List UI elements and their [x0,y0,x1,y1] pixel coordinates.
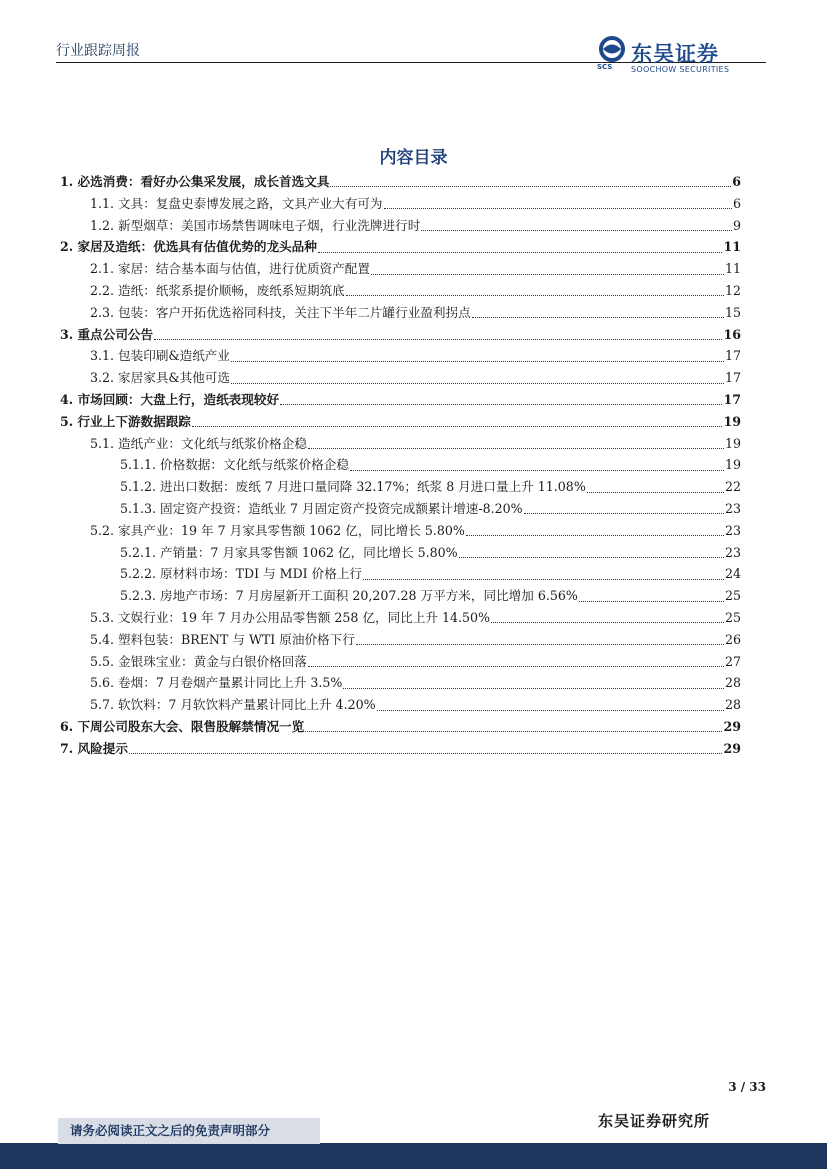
toc-leader [318,252,723,253]
toc-leader [305,731,722,732]
toc-entry-page: 27 [724,653,741,669]
toc-entry-page: 16 [723,326,741,342]
toc-leader [192,426,723,427]
toc-entry-page: 22 [724,479,741,495]
toc-entry[interactable] [60,367,741,389]
toc-entry-page: 29 [723,740,741,756]
toc-entry-text: 5.7. 软饮料：7 月软饮料产量累计同比上升 4.20% [90,697,376,713]
toc-entry[interactable] [60,433,741,455]
toc-entry-text: 5.2.2. 原材料市场：TDI 与 MDI 价格上行 [120,566,363,582]
toc-entry-text: 5.2.1. 产销量：7 月家具零售额 1062 亿，同比增长 5.80% [120,544,458,560]
toc-entry[interactable] [60,672,741,694]
toc-leader [472,317,724,318]
report-type-label: 行业跟踪周报 [56,43,140,59]
toc-entry-page: 17 [724,370,741,386]
toc-entry-page: 19 [724,457,741,473]
table-of-contents [60,171,741,760]
toc-entry-text: 1.1. 文具：复盘史泰博发展之路，文具产业大有可为 [90,195,383,211]
toc-leader [346,295,724,296]
toc-leader [356,644,724,645]
toc-entry-text: 3.1. 包装印刷&造纸产业 [90,348,230,364]
toc-entry[interactable] [60,542,741,564]
toc-entry[interactable] [60,454,741,476]
toc-leader [579,601,724,602]
toc-entry-page: 26 [724,631,741,647]
toc-entry-text: 5.6. 卷烟：7 月卷烟产量累计同比上升 3.5% [90,675,343,691]
toc-entry-text: 5.5. 金银珠宝业：黄金与白银价格回落 [90,653,307,669]
toc-leader [371,274,724,275]
toc-entry[interactable] [60,215,741,237]
toc-entry-text: 5.1.1. 价格数据：文化纸与纸浆价格企稳 [120,457,349,473]
toc-entry[interactable] [60,236,741,258]
toc-entry-page: 9 [732,217,741,233]
toc-entry[interactable] [60,629,741,651]
toc-entry[interactable] [60,520,741,542]
toc-entry-text: 4. 市场回顾：大盘上行，造纸表现较好 [60,391,280,407]
toc-entry-text: 2. 家居及造纸：优选具有估值优势的龙头品种 [60,239,317,255]
toc-entry-page: 25 [724,588,741,604]
toc-entry-page: 12 [724,282,741,298]
toc-entry[interactable] [60,694,741,716]
toc-leader [587,492,724,493]
toc-entry-page: 17 [723,391,741,407]
toc-entry[interactable] [60,345,741,367]
toc-leader [363,579,724,580]
toc-entry[interactable] [60,716,741,738]
toc-leader [231,361,724,362]
toc-entry-text: 5.3. 文娱行业：19 年 7 月办公用品零售额 258 亿，同比上升 14.50% [90,609,491,625]
disclaimer-notice: 请务必阅读正文之后的免责声明部分 [58,1118,320,1144]
toc-entry-text: 2.2. 造纸：纸浆系提价顺畅，废纸系短期筑底 [90,282,345,298]
toc-entry-text: 5.2.3. 房地产市场：7 月房屋新开工面积 20,207.28 万平方米，同比增加 6.56% [120,588,578,604]
toc-entry[interactable] [60,302,741,324]
toc-leader [466,535,724,536]
toc-entry-text: 2.1. 家居：结合基本面与估值，进行优质资产配置 [90,261,370,277]
toc-entry-text: 3.2. 家居家具&其他可选 [90,370,230,386]
company-logo [597,36,767,76]
toc-entry-text: 5.2. 家具产业：19 年 7 月家具零售额 1062 亿，同比增长 5.80% [90,522,465,538]
toc-entry-page: 28 [724,697,741,713]
toc-entry[interactable] [60,324,741,346]
toc-entry[interactable] [60,258,741,280]
toc-entry[interactable] [60,607,741,629]
toc-leader [308,448,724,449]
toc-entry-text: 5.1. 造纸产业：文化纸与纸浆价格企稳 [90,435,307,451]
toc-entry-page: 23 [724,500,741,516]
toc-entry-page: 6 [732,195,741,211]
toc-entry-page: 6 [732,174,741,189]
toc-entry-page: 29 [723,718,741,734]
toc-entry-page: 11 [723,239,741,255]
toc-entry-page: 19 [723,413,741,429]
toc-entry-page: 19 [724,435,741,451]
toc-leader [231,383,724,384]
toc-leader [350,470,724,471]
toc-entry-page: 11 [724,261,741,277]
logo-name-cn: 东吴证券 [631,42,719,66]
toc-leader [377,710,724,711]
toc-leader [343,688,724,689]
toc-entry[interactable] [60,171,741,193]
toc-leader [154,339,722,340]
toc-leader [280,404,722,405]
toc-entry[interactable] [60,651,741,673]
toc-entry-page: 23 [724,522,741,538]
toc-entry-text: 5.1.2. 进出口数据：废纸 7 月进口量同降 32.17%；纸浆 8 月进口量上升 11.08% [120,479,586,495]
logo-mark-icon [597,36,627,66]
toc-entry-text: 7. 风险提示 [60,740,128,756]
toc-leader [330,186,731,187]
logo-name-en: SOOCHOW SECURITIES [631,65,730,74]
toc-leader [524,513,724,514]
toc-entry-text: 3. 重点公司公告 [60,326,154,342]
toc-entry-text: 6. 下周公司股东大会、限售股解禁情况一览 [60,718,305,734]
toc-entry-text: 5.1.3. 固定资产投资：造纸业 7 月固定资产投资完成额累计增速-8.20% [120,500,523,516]
toc-leader [384,208,732,209]
toc-entry[interactable] [60,585,741,607]
toc-entry-page: 25 [724,609,741,625]
toc-entry-page: 17 [724,348,741,364]
footer-bar [0,1143,827,1169]
toc-entry[interactable] [60,280,741,302]
footer-company-name: 东吴证券研究所 [598,1112,711,1130]
toc-entry-page: 28 [724,675,741,691]
toc-entry-text: 5. 行业上下游数据跟踪 [60,413,191,429]
toc-entry-text: 1. 必选消费：看好办公集采发展，成长首选文具 [60,174,330,189]
toc-entry[interactable] [60,498,741,520]
toc-entry-page: 15 [724,304,741,320]
toc-entry-text: 1.2. 新型烟草：美国市场禁售调味电子烟，行业洗牌进行时 [90,217,421,233]
toc-entry-page: 23 [724,544,741,560]
toc-entry[interactable] [60,476,741,498]
page-number: 3 / 33 [728,1080,766,1094]
toc-leader [491,622,724,623]
toc-leader [308,666,724,667]
toc-entry[interactable] [60,389,741,411]
toc-entry-text: 2.3. 包装：客户开拓优选裕同科技，关注下半年二片罐行业盈利拐点 [90,304,471,320]
toc-entry-page: 24 [724,566,741,582]
logo-abbr: SCS [597,63,613,71]
toc-leader [421,230,732,231]
toc-entry[interactable] [60,193,741,215]
toc-leader [459,557,724,558]
toc-title: 内容目录 [379,148,448,168]
toc-entry-text: 5.4. 塑料包装：BRENT 与 WTI 原油价格下行 [90,631,355,647]
toc-entry[interactable] [60,563,741,585]
toc-entry[interactable] [60,411,741,433]
toc-leader [129,753,723,754]
toc-entry[interactable] [60,738,741,760]
